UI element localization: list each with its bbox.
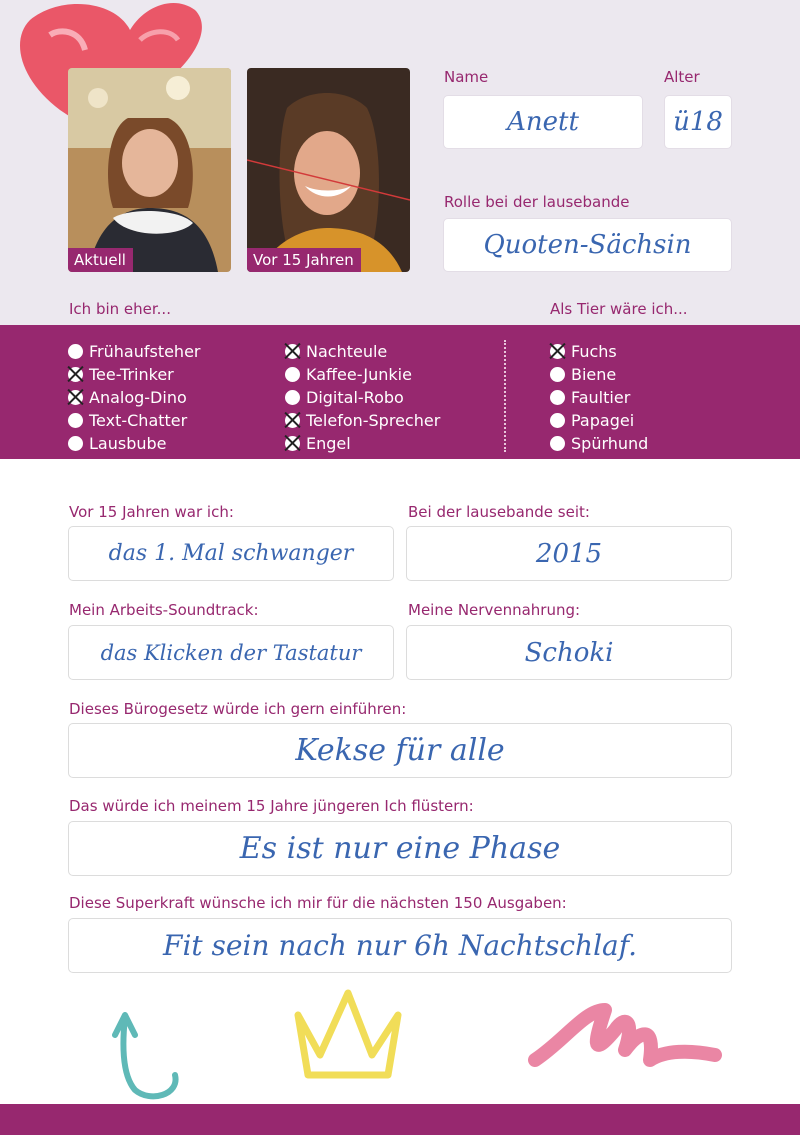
animals-heading: Als Tier wäre ich... <box>550 300 688 318</box>
photo-current <box>68 68 231 272</box>
animal-option[interactable]: Biene <box>550 363 648 386</box>
radio-checked-icon[interactable] <box>68 390 83 405</box>
q-since-field[interactable]: 2015 <box>406 526 732 581</box>
trait-option[interactable]: Telefon-Sprecher <box>285 409 440 432</box>
role-label: Rolle bei der lausebande <box>444 193 630 211</box>
radio-icon[interactable] <box>550 390 565 405</box>
trait-option[interactable]: Digital-Robo <box>285 386 440 409</box>
radio-icon[interactable] <box>550 436 565 451</box>
role-field[interactable]: Quoten-Sächsin <box>443 218 732 272</box>
trait-option[interactable]: Kaffee-Junkie <box>285 363 440 386</box>
radio-icon[interactable] <box>285 390 300 405</box>
radio-icon[interactable] <box>550 367 565 382</box>
q-power-field[interactable]: Fit sein nach nur 6h Nachtschlaf. <box>68 918 732 973</box>
q-since-label: Bei der lausebande seit: <box>408 503 590 521</box>
trait-option[interactable]: Lausbube <box>68 432 201 455</box>
radio-checked-icon[interactable] <box>550 344 565 359</box>
radio-icon[interactable] <box>285 367 300 382</box>
name-field[interactable]: Anett <box>443 95 643 149</box>
photo-past <box>247 68 410 272</box>
radio-icon[interactable] <box>68 344 83 359</box>
portrait-current-image <box>68 68 231 272</box>
q-past-label: Vor 15 Jahren war ich: <box>69 503 234 521</box>
trait-option[interactable]: Engel <box>285 432 440 455</box>
radio-checked-icon[interactable] <box>68 367 83 382</box>
trait-option[interactable]: Nachteule <box>285 340 440 363</box>
traits-column-2 <box>285 340 440 455</box>
trait-option[interactable]: Tee-Trinker <box>68 363 201 386</box>
radio-checked-icon[interactable] <box>285 436 300 451</box>
traits-column-1 <box>68 340 201 455</box>
q-soundtrack-label: Mein Arbeits-Soundtrack: <box>69 601 259 619</box>
trait-option[interactable]: Analog-Dino <box>68 386 201 409</box>
q-food-field[interactable]: Schoki <box>406 625 732 680</box>
q-food-label: Meine Nervennahrung: <box>408 601 581 619</box>
arrow-doodle-icon <box>100 1005 190 1105</box>
animal-option[interactable]: Spürhund <box>550 432 648 455</box>
q-whisper-label: Das würde ich meinem 15 Jahre jüngeren Ich flüstern: <box>69 797 474 815</box>
q-past-field[interactable]: das 1. Mal schwanger <box>68 526 394 581</box>
name-label: Name <box>444 68 489 86</box>
q-whisper-field[interactable]: Es ist nur eine Phase <box>68 821 732 876</box>
animal-option[interactable]: Faultier <box>550 386 648 409</box>
radio-icon[interactable] <box>68 413 83 428</box>
crown-doodle-icon <box>290 985 405 1085</box>
scribble-doodle-icon <box>525 990 725 1090</box>
age-label: Alter <box>664 68 700 86</box>
q-power-label: Diese Superkraft wünsche ich mir für die nächsten 150 Ausgaben: <box>69 894 567 912</box>
radio-checked-icon[interactable] <box>285 344 300 359</box>
animal-option[interactable]: Fuchs <box>550 340 648 363</box>
radio-icon[interactable] <box>68 436 83 451</box>
radio-icon[interactable] <box>550 413 565 428</box>
trait-option[interactable]: Frühaufsteher <box>68 340 201 363</box>
footer-bar <box>0 1104 800 1135</box>
animal-option[interactable]: Papagei <box>550 409 648 432</box>
radio-checked-icon[interactable] <box>285 413 300 428</box>
trait-option[interactable]: Text-Chatter <box>68 409 201 432</box>
traits-heading: Ich bin eher... <box>69 300 171 318</box>
q-law-label: Dieses Bürogesetz würde ich gern einführen: <box>69 700 407 718</box>
photo-caption-past: Vor 15 Jahren <box>247 248 361 272</box>
q-law-field[interactable]: Kekse für alle <box>68 723 732 778</box>
photo-caption-current: Aktuell <box>68 248 133 272</box>
q-soundtrack-field[interactable]: das Klicken der Tastatur <box>68 625 394 680</box>
age-field[interactable]: ü18 <box>664 95 732 149</box>
portrait-past-image <box>247 68 410 272</box>
animals-column <box>550 340 648 455</box>
column-divider <box>504 340 506 452</box>
